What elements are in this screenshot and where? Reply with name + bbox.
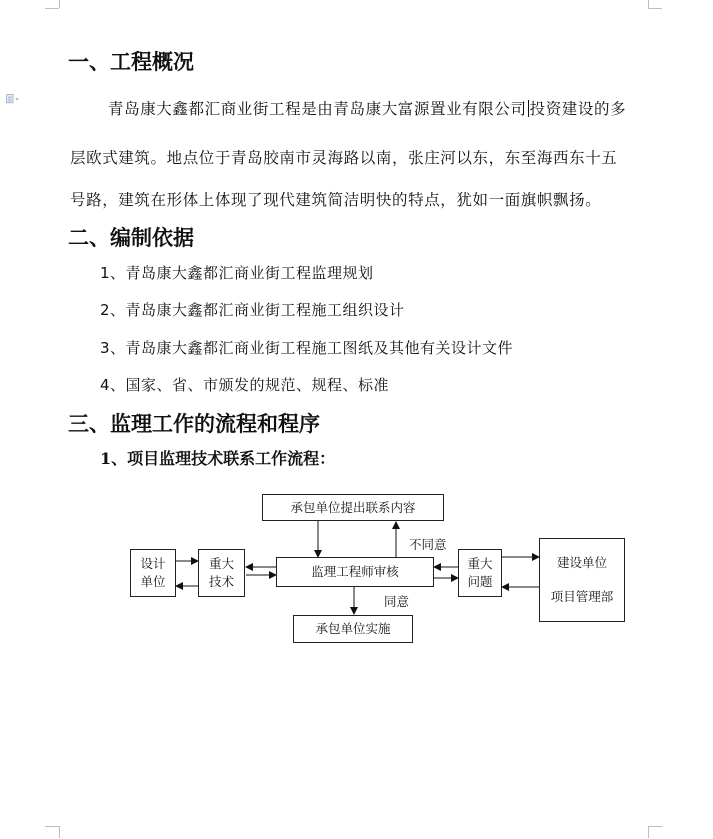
flow-box-label: 建设单位 [556,555,607,570]
flow-box-label: 重大 [467,556,493,571]
flow-box-major-tech [198,549,245,597]
workflow-sub-heading: 1、项目监理技术联系工作流程： [100,449,336,468]
flow-box-major-issue [458,549,502,597]
basis-list-item: 1、青岛康大鑫都汇商业街工程监理规划 [100,264,374,282]
section-heading-overview: 一、工程概况 [68,49,194,74]
flow-box-label: 问题 [467,574,493,589]
flow-box-design-unit [130,549,176,597]
overview-text-part-b: 投资建设的多 [529,100,627,118]
flow-label-disagree: 不同意 [409,537,447,552]
flow-box-label: 监理工程师审核 [311,564,399,579]
flow-box-engineer-review [276,557,434,587]
basis-list-item: 4、国家、省、市颁发的规范、规程、标准 [100,376,390,394]
overview-text-part-a: 青岛康大鑫都汇商业街工程是由青岛康大富源置业有限公司 [108,100,527,118]
flow-box-label: 承包单位提出联系内容 [290,499,416,515]
flow-label-agree: 同意 [384,594,410,609]
section-heading-workflow: 三、监理工作的流程和程序 [68,411,320,436]
flow-box-label: 项目管理部 [550,589,614,604]
flow-box-contractor-implement [293,615,413,643]
flow-box-label: 技术 [208,574,234,589]
flow-box-contractor-propose [262,494,444,521]
flow-box-owner [539,538,625,622]
basis-list-item: 2、青岛康大鑫都汇商业街工程施工组织设计 [100,301,405,319]
flow-box-label: 单位 [140,574,166,589]
section-heading-basis: 二、编制依据 [68,225,194,250]
overview-paragraph-line-2: 层欧式建筑。地点位于青岛胶南市灵海路以南，张庄河以东，东至海西东十五 [70,149,618,167]
flow-box-label: 承包单位实施 [315,621,391,636]
overview-paragraph-line-3: 号路，建筑在形体上体现了现代建筑简洁明快的特点，犹如一面旗帜飘扬。 [70,191,602,209]
basis-list-item: 3、青岛康大鑫都汇商业街工程施工图纸及其他有关设计文件 [100,339,514,357]
flow-box-label: 设计 [140,556,166,571]
flow-box-label: 重大 [208,556,234,571]
